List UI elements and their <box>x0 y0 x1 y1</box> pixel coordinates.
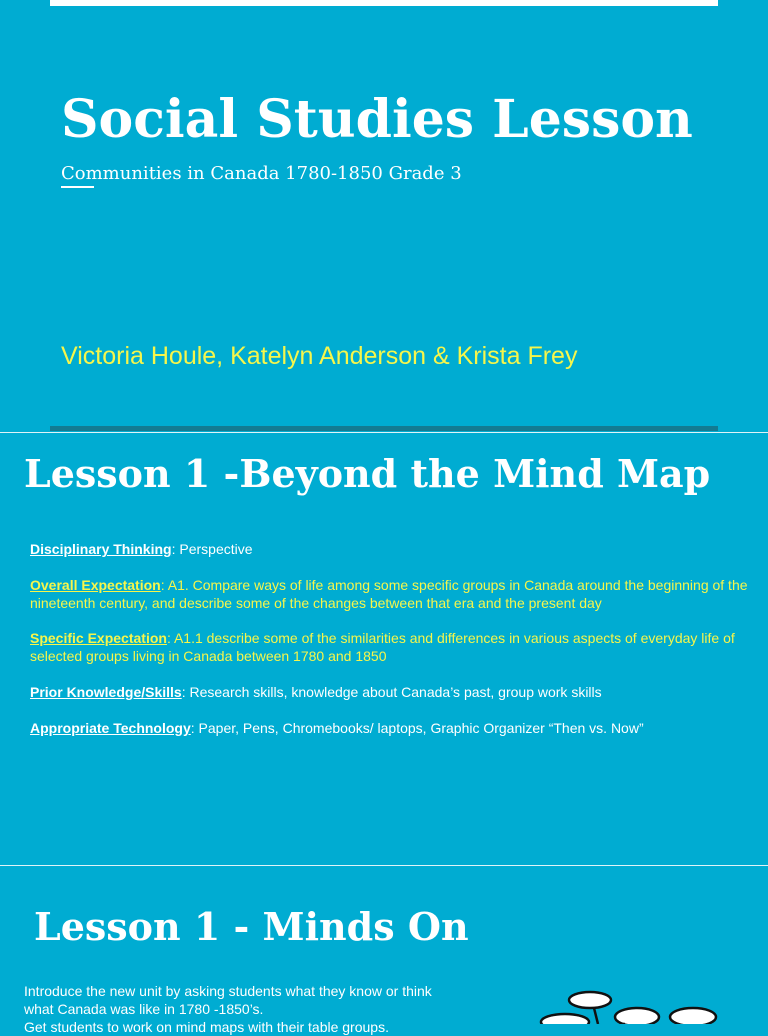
slide2-title: Lesson 1 -Beyond the Mind Map <box>24 451 711 496</box>
slide1-authors: Victoria Houle, Katelyn Anderson & Krista Frey <box>61 342 578 370</box>
slide-top-bar <box>50 0 718 6</box>
prior-knowledge-label: Prior Knowledge/Skills <box>30 684 182 700</box>
mind-map-connector <box>594 1008 598 1024</box>
slide1-bottom-bar <box>50 426 718 431</box>
slide3-body <box>24 982 484 1036</box>
prior-knowledge-text: : Research skills, knowledge about Canada’s past, group work skills <box>181 684 602 700</box>
mind-map-bubble <box>569 992 611 1008</box>
overall-expectation-text: : A1. Compare ways of life among some specific groups in Canada around the beginning of the nineteenth century, and describe some of the changes between that era and the present day <box>30 577 748 611</box>
slide-divider <box>0 865 768 866</box>
slide1-subtitle: Communities in Canada 1780-1850 Grade 3 <box>61 163 462 184</box>
appropriate-technology-text: : Paper, Pens, Chromebooks/ laptops, Graphic Organizer “Then vs. Now” <box>190 720 644 736</box>
appropriate-technology-label: Appropriate Technology <box>30 720 191 736</box>
mind-map-bubble <box>541 1014 589 1024</box>
specific-expectation-label: Specific Expectation <box>30 630 167 646</box>
subtitle-underline <box>61 186 94 188</box>
slide3-body-line: what Canada was like in 1780 -1850’s. <box>24 1001 264 1017</box>
slide1-title: Social Studies Lesson <box>61 89 693 150</box>
slide3-body-line: Get students to work on mind maps with their table groups. <box>24 1019 389 1035</box>
slide3-body-line: Introduce the new unit by asking students what they know or think <box>24 983 432 999</box>
disciplinary-thinking-item <box>30 540 750 558</box>
slide3-title: Lesson 1 - Minds On <box>34 904 469 949</box>
disciplinary-thinking-text: : Perspective <box>171 541 253 557</box>
slide-divider <box>0 432 768 433</box>
appropriate-technology-item <box>30 719 750 737</box>
prior-knowledge-item <box>30 683 750 701</box>
specific-expectation-text: : A1.1 describe some of the similarities and differences in various aspects of everyday life of selected groups living in Canada between 1780 and 1850 <box>30 630 735 664</box>
disciplinary-thinking-label: Disciplinary Thinking <box>30 541 172 557</box>
mind-map-illustration <box>530 984 730 1024</box>
mind-map-bubble <box>670 1008 716 1024</box>
specific-expectation-item <box>30 629 750 665</box>
overall-expectation-label: Overall Expectation <box>30 577 161 593</box>
overall-expectation-item <box>30 576 750 612</box>
mind-map-bubble <box>615 1008 659 1024</box>
